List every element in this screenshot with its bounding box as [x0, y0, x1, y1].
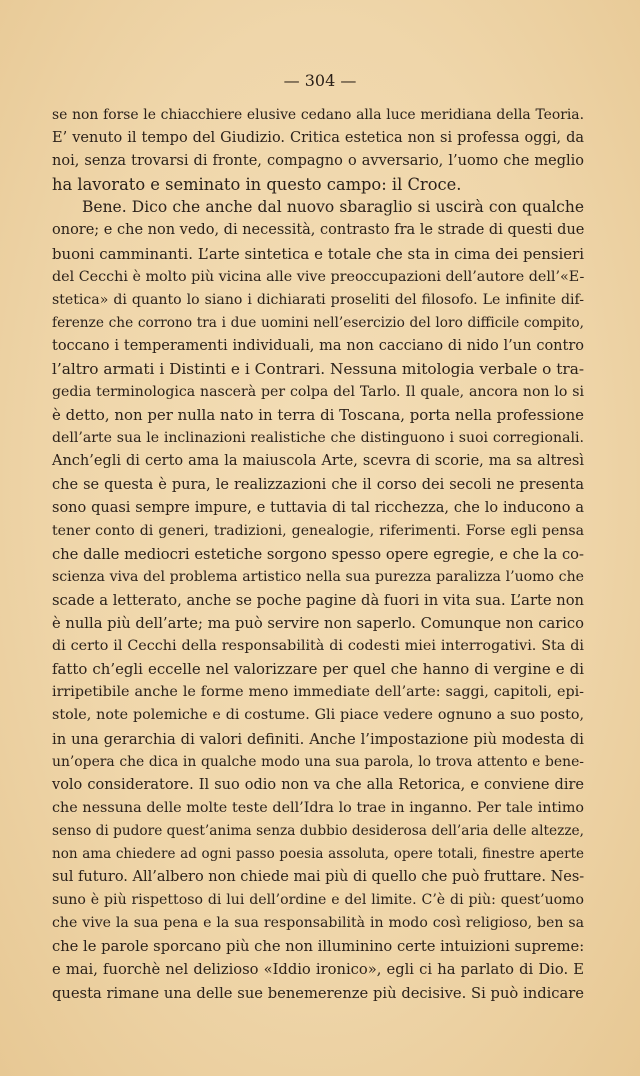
text-line: Anch’egli di certo ama la maiuscola Arte, scevra di scorie, ma sa altresì	[52, 453, 584, 470]
text-line: di certo il Cecchi della responsabilità di codesti miei interrogativi. Sta di	[52, 638, 584, 655]
text-line: stole, note polemiche e di costume. Gli piace vedere ognuno a suo posto,	[52, 707, 584, 724]
text-line: del Cecchi è molto più vicina alle vive preoccupazioni dell’autore dell’«E-	[52, 268, 585, 285]
text-line: non ama chiedere ad ogni passo poesia assoluta, opere totali, finestre aperte	[52, 846, 584, 862]
text-line: è detto, non per nulla nato in terra di Toscana, porta nella professione	[52, 406, 584, 425]
text-line: che se questa è pura, le realizzazioni che il corso dei secoli ne presenta	[52, 476, 584, 493]
text-line: senso di pudore quest’anima senza dubbio desiderosa dell’aria delle altezze,	[52, 822, 584, 839]
text-line: E’ venuto il tempo del Giudizio. Critica estetica non si professa oggi, da	[52, 130, 584, 147]
text-line: sono quasi sempre impure, e tuttavia di tal ricchezza, che lo inducono a	[52, 499, 584, 516]
text-line: toccano i temperamenti individuali, ma non cacciano di nido l’un contro	[52, 337, 584, 354]
text-line: fatto ch’egli eccelle nel valorizzare per quel che hanno di vergine e di	[52, 660, 584, 679]
text-line: irripetibile anche le forme meno immediate dell’arte: saggi, capitoli, epi-	[52, 684, 584, 701]
text-line: l’altro armati i Distinti e i Contrari. Nessuna mitologia verbale o tra-	[52, 360, 584, 379]
text-line: ha lavorato e seminato in questo campo: il Croce.	[52, 175, 462, 195]
text-line: stetica» di quanto lo siano i dichiarati proseliti del filosofo. Le infinite dif-	[52, 291, 584, 308]
text-line: gedia terminologica nascerà per colpa del Tarlo. Il quale, ancora non lo si	[52, 384, 584, 401]
body-text	[52, 104, 584, 1005]
text-line: Bene. Dico che anche dal nuovo sbaraglio si uscirà con qualche	[82, 198, 584, 217]
text-line: è nulla più dell’arte; ma può servire non saperlo. Comunque non carico	[52, 615, 584, 633]
text-line: scienza viva del problema artistico nella sua purezza paralizza l’uomo che	[52, 568, 584, 585]
text-line: che nessuna delle molte teste dell’Idra lo trae in inganno. Per tale intimo	[52, 799, 584, 816]
text-line: buoni camminanti. L’arte sintetica e totale che sta in cima dei pensieri	[52, 244, 584, 263]
text-line: scade a letterato, anche se poche pagine dà fuori in vita sua. L’arte non	[52, 591, 584, 609]
text-line: in una gerarchia di valori definiti. Anche l’impostazione più modesta di	[52, 730, 584, 748]
text-line: che vive la sua pena e la sua responsabilità in modo così religioso, ben sa	[52, 915, 584, 932]
text-line: se non forse le chiacchiere elusive cedano alla luce meridiana della Teoria.	[52, 107, 584, 123]
text-line: che le parole sporcano più che non illuminino certe intuizioni supreme:	[52, 938, 585, 956]
text-line: sul futuro. All’albero non chiede mai più di quello che può fruttare. Nes-	[52, 869, 585, 886]
text-line: un’opera che dica in qualche modo una sua parola, lo trova attento e bene-	[52, 753, 584, 770]
text-line: volo consideratore. Il suo odio non va che alla Retorica, e conviene dire	[52, 776, 584, 793]
text-line: ferenze che corrono tra i due uomini nell’esercizio del loro difficile compito,	[52, 314, 584, 331]
text-line: questa rimane una delle sue benemerenze più decisive. Si può indicare	[52, 984, 584, 1002]
page-number: — 304 —	[283, 71, 357, 90]
text-line: che dalle mediocri estetiche sorgono spesso opere egregie, e che la co-	[52, 545, 584, 563]
text-line: suno è più rispettoso di lui dell’ordine e del limite. C’è di più: quest’uomo	[52, 892, 584, 909]
text-line: noi, senza trovarsi di fronte, compagno o avversario, l’uomo che meglio	[52, 153, 584, 170]
text-line: dell’arte sua le inclinazioni realistiche che distinguono i suoi corregionali.	[52, 430, 584, 447]
text-line: tener conto di generi, tradizioni, genealogie, riferimenti. Forse egli pensa	[52, 522, 584, 539]
text-line: onore; e che non vedo, di necessità, contrasto fra le strade di questi due	[52, 222, 585, 239]
text-line: e mai, fuorchè nel delizioso «Iddio ironico», egli ci ha parlato di Dio. E	[52, 961, 584, 979]
